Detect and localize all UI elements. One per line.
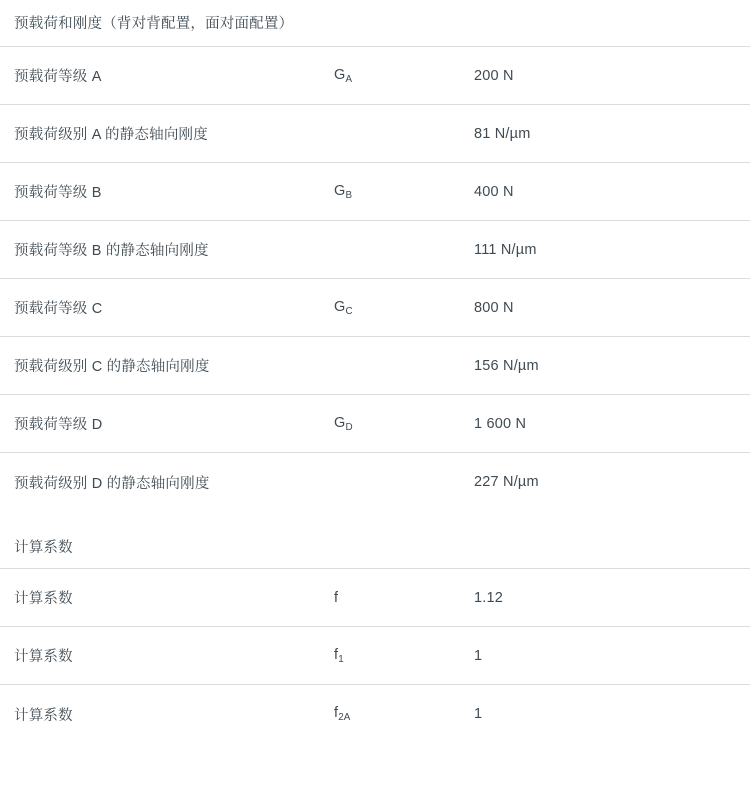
symbol-text: $G_B$: [334, 182, 353, 201]
row-symbol: [320, 395, 460, 453]
symbol-text: f: [334, 589, 339, 606]
row-value: 1: [460, 685, 750, 743]
table-row: [0, 685, 750, 743]
row-label: 计算系数: [0, 569, 320, 627]
row-symbol: [320, 685, 460, 743]
row-label: 预载荷等级 D: [0, 395, 320, 453]
table-row: [0, 627, 750, 685]
row-label: 计算系数: [0, 685, 320, 743]
table-group-heading-row: [0, 511, 750, 569]
row-label: 预载荷等级 B 的静态轴向刚度: [0, 221, 320, 279]
row-symbol: [320, 279, 460, 337]
row-value: 1 600 N: [460, 395, 750, 453]
symbol-subscript: 2A: [338, 711, 351, 723]
row-label: 预载荷级别 A 的静态轴向刚度: [0, 105, 320, 163]
row-label: 预载荷等级 B: [0, 163, 320, 221]
table-row: [0, 395, 750, 453]
symbol-text: $G_C$: [334, 298, 353, 317]
row-symbol: [320, 453, 460, 511]
table-row: [0, 569, 750, 627]
row-symbol: [320, 569, 460, 627]
symbol-text: $f_1$: [334, 646, 344, 665]
symbol-subscript: D: [345, 421, 353, 433]
symbol-text: $G_D$: [334, 414, 353, 433]
symbol-subscript: C: [345, 305, 353, 317]
symbol-subscript: 1: [338, 653, 344, 665]
symbol-subscript: B: [345, 189, 353, 201]
row-value: 200 N: [460, 47, 750, 105]
symbol-text: $G_A$: [334, 66, 353, 85]
symbol-subscript: A: [345, 73, 353, 85]
row-symbol: [320, 163, 460, 221]
specification-table: [0, 46, 750, 743]
row-symbol: [320, 627, 460, 685]
row-value: 81 N/µm: [460, 105, 750, 163]
row-label: 预载荷级别 C 的静态轴向刚度: [0, 337, 320, 395]
row-label: 预载荷等级 A: [0, 47, 320, 105]
symbol-text: $f_{2A}$: [334, 705, 351, 723]
table-row: [0, 453, 750, 511]
page-title: 预载荷和刚度（背对背配置，面对面配置）: [14, 16, 294, 32]
table-row: [0, 221, 750, 279]
table-row: [0, 105, 750, 163]
table-row: [0, 337, 750, 395]
row-symbol: [320, 221, 460, 279]
table-row: [0, 47, 750, 105]
row-label: 预载荷级别 D 的静态轴向刚度: [0, 453, 320, 511]
row-symbol: [320, 47, 460, 105]
row-value: 1.12: [460, 569, 750, 627]
row-label: 预载荷等级 C: [0, 279, 320, 337]
row-value: 227 N/µm: [460, 453, 750, 511]
table-body: [0, 47, 750, 743]
row-symbol: [320, 105, 460, 163]
row-value: 400 N: [460, 163, 750, 221]
table-row: [0, 163, 750, 221]
row-symbol: [320, 337, 460, 395]
row-value: 1: [460, 627, 750, 685]
table-group-heading: 计算系数: [14, 540, 73, 557]
row-label: 计算系数: [0, 627, 320, 685]
row-value: 156 N/µm: [460, 337, 750, 395]
table-row: [0, 279, 750, 337]
row-value: 800 N: [460, 279, 750, 337]
row-value: 111 N/µm: [460, 221, 750, 279]
